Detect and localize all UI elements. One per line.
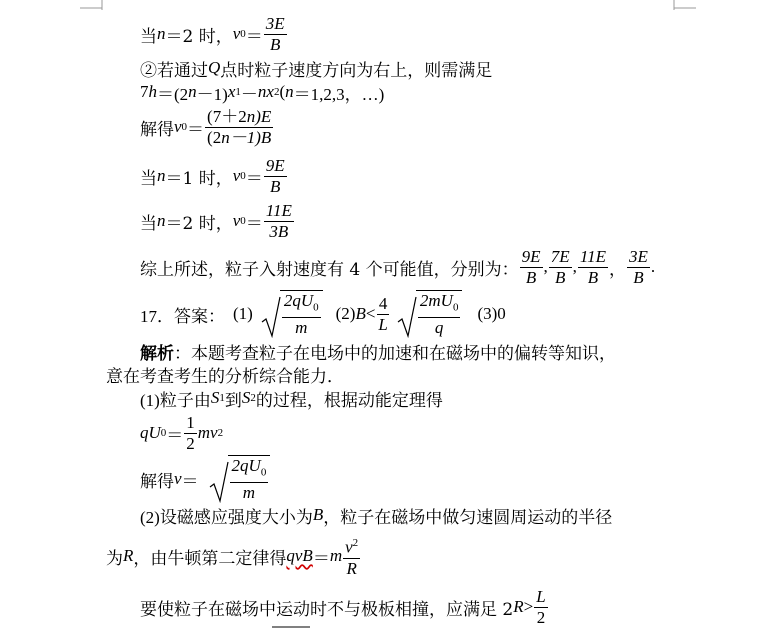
line-summary xyxy=(140,245,655,289)
subscript: 0 xyxy=(160,427,167,439)
numerator: 11E xyxy=(579,246,607,266)
subscript: 0 xyxy=(452,301,459,314)
analysis-label: 解析 xyxy=(140,343,174,364)
text: ＝2 时， xyxy=(165,26,233,47)
text: － xyxy=(240,84,258,104)
line-newton xyxy=(106,530,361,582)
denominator: B xyxy=(587,267,599,287)
subscript: 1 xyxy=(219,392,225,404)
equals: ＝ xyxy=(166,425,184,445)
denominator: B xyxy=(270,176,281,196)
sqrt-expression xyxy=(209,455,272,503)
denominator: B xyxy=(270,34,281,54)
radicand xyxy=(416,290,463,338)
fraction xyxy=(376,294,389,335)
var-v: v xyxy=(174,117,182,136)
denominator: R xyxy=(346,558,357,578)
numerator xyxy=(418,291,461,318)
radical-sign xyxy=(261,296,281,338)
text: ＝(2 xyxy=(157,84,189,104)
text: 到 xyxy=(224,390,242,411)
denominator: m xyxy=(242,483,256,503)
subscript: 2 xyxy=(273,86,280,98)
denominator: 3B xyxy=(269,221,289,241)
line-n2-v0 xyxy=(140,12,288,56)
equals: ＝ xyxy=(245,26,263,46)
line-analysis xyxy=(140,339,616,363)
equals: ＝ xyxy=(245,213,263,233)
line-part2 xyxy=(140,503,612,527)
denominator: 2 xyxy=(186,433,195,453)
text: 当 xyxy=(140,168,157,189)
var-q: Q xyxy=(208,58,221,77)
var-n: n xyxy=(157,166,166,185)
text: 解得 xyxy=(140,471,174,492)
equals: ＝ xyxy=(187,119,205,139)
answer-label: 答案： xyxy=(174,306,225,327)
fraction xyxy=(549,247,572,288)
equals: ＝ xyxy=(312,548,330,568)
fraction xyxy=(520,247,543,288)
subscript: 0 xyxy=(260,466,267,479)
question-number: 17． xyxy=(140,306,174,326)
text: －1) xyxy=(196,84,228,104)
denominator: m xyxy=(295,318,308,338)
text: qU xyxy=(140,423,161,442)
equals: ＝ xyxy=(245,168,263,188)
text: ＝2 时， xyxy=(165,213,233,234)
numerator: 3E xyxy=(265,13,285,33)
var-x: x xyxy=(227,82,236,101)
var-v: v xyxy=(174,469,182,488)
period: . xyxy=(650,257,656,276)
text: 要使粒子在磁场中运动时不与极板相撞，应满足 2 xyxy=(140,599,514,620)
text: ②若通过 xyxy=(140,60,208,81)
var-n: n xyxy=(157,211,166,230)
text: (2)设磁感应强度大小为 xyxy=(140,507,313,527)
subscript: 0 xyxy=(240,215,246,227)
numerator: 4 xyxy=(378,293,388,313)
text: ：本题考查粒子在电场中的加速和在磁场中的偏转等知识， xyxy=(174,343,616,364)
denominator xyxy=(205,128,273,148)
fraction xyxy=(264,14,287,55)
superscript: 2 xyxy=(217,427,224,439)
radical-sign-partial xyxy=(264,626,314,632)
line-n2-v0-second xyxy=(140,199,295,243)
text: 为 xyxy=(106,548,123,569)
var-x: x xyxy=(266,82,274,101)
denominator: 2 xyxy=(536,607,546,627)
subscript: 0 xyxy=(240,28,246,40)
separator: ， xyxy=(609,259,627,280)
radicand xyxy=(228,455,271,503)
var-n: n xyxy=(257,82,267,101)
fraction xyxy=(264,201,294,242)
fraction xyxy=(264,156,287,197)
subscript: 0 xyxy=(313,301,319,314)
var-n: n xyxy=(221,127,230,147)
separator: , xyxy=(543,257,548,276)
page-corner-mark-left xyxy=(80,0,104,12)
subscript: 2 xyxy=(250,392,256,404)
part-label: (1) xyxy=(233,304,253,323)
radical-sign xyxy=(209,461,229,503)
line-condition-radius xyxy=(140,584,549,630)
line-answer-17 xyxy=(140,291,506,337)
subscript: 0 xyxy=(181,121,188,133)
text: 意在考查考生的分析综合能力． xyxy=(106,366,344,387)
var-s: S xyxy=(210,388,220,407)
var-v: v xyxy=(232,166,241,185)
text: 当 xyxy=(140,26,157,47)
var-n: n xyxy=(157,24,166,43)
line-analysis-cont xyxy=(106,362,344,386)
text: 当 xyxy=(140,213,157,234)
part-label: (3)0 xyxy=(477,304,506,323)
radicand xyxy=(280,290,323,338)
numerator: 9E xyxy=(521,246,541,266)
numerator: 1 xyxy=(186,412,195,432)
line-solve-v xyxy=(140,455,273,503)
text: 2qU xyxy=(231,455,261,475)
var-v: v xyxy=(232,24,241,43)
text: 解得 xyxy=(140,119,174,140)
line-solve-v0 xyxy=(140,104,274,150)
text: ＝1 时， xyxy=(165,168,233,189)
sqrt-expression xyxy=(261,290,324,338)
denominator: L xyxy=(378,314,388,334)
subscript: 0 xyxy=(240,170,246,182)
text: ( xyxy=(279,82,286,101)
line-n1-v0 xyxy=(140,154,288,198)
text: ，由牛顿第二定律得 xyxy=(133,548,287,569)
numerator: 9E xyxy=(265,155,285,175)
var-b: B xyxy=(355,304,366,323)
numerator: 7E xyxy=(550,246,570,266)
var-b: B xyxy=(312,505,324,524)
sqrt-expression xyxy=(397,290,464,338)
text: 综上所述，粒子入射速度有 4 个可能值，分别为： xyxy=(140,259,519,280)
denominator: q xyxy=(434,318,444,338)
denominator: B xyxy=(555,267,566,287)
numerator xyxy=(230,456,269,483)
text: (1)粒子由 xyxy=(140,390,211,410)
numerator xyxy=(205,107,273,128)
numerator: L xyxy=(536,586,546,606)
var-h: h xyxy=(148,82,157,101)
text: ，粒子在磁场中做匀速圆周运动的半径 xyxy=(323,507,613,528)
denominator: B xyxy=(525,267,537,287)
numerator xyxy=(343,533,360,559)
fraction xyxy=(578,247,608,288)
var-r: R xyxy=(123,546,134,565)
fraction xyxy=(534,587,547,628)
separator: , xyxy=(572,257,577,276)
line-equation-7h xyxy=(140,80,384,104)
text: 点时粒子速度方向为右上，则需满足 xyxy=(220,60,493,81)
text: 2qU xyxy=(283,290,314,310)
text: 的过程，根据动能定理得 xyxy=(255,390,443,411)
qvb-expression: qvB xyxy=(286,546,313,565)
text: )E xyxy=(255,106,272,126)
text: 7 xyxy=(140,82,149,101)
var-m: m xyxy=(329,546,343,565)
var-n: n xyxy=(188,82,197,101)
numerator xyxy=(282,291,321,318)
equals: ＝ xyxy=(181,471,199,491)
fraction xyxy=(343,533,360,579)
radical-sign xyxy=(397,296,417,338)
superscript: 2 xyxy=(352,537,359,550)
line-condition-q xyxy=(140,56,492,80)
line-part1 xyxy=(140,386,443,410)
text: －1)B xyxy=(229,127,272,147)
text: mv xyxy=(197,423,218,442)
var-n: n xyxy=(285,82,294,101)
var-v: v xyxy=(232,211,241,230)
denominator: B xyxy=(633,267,644,287)
var-v: v xyxy=(345,537,353,557)
var-s: S xyxy=(241,388,251,407)
fraction xyxy=(205,107,273,148)
text: ＝1,2,3，…) xyxy=(293,84,385,104)
part-label: (2) xyxy=(335,304,356,323)
numerator: 3E xyxy=(629,246,648,266)
less-than: < xyxy=(365,304,376,323)
fraction xyxy=(627,247,650,288)
line-energy-equation xyxy=(140,410,223,456)
greater-than: > xyxy=(523,597,534,616)
var-n: n xyxy=(246,106,256,126)
text: (2 xyxy=(207,127,222,147)
var-r: R xyxy=(513,597,524,616)
text: (7＋2 xyxy=(207,106,247,126)
text: 2mU xyxy=(419,290,453,310)
page-corner-mark-right xyxy=(672,0,696,12)
subscript: 1 xyxy=(235,86,241,98)
fraction xyxy=(184,413,197,454)
numerator: 11E xyxy=(265,200,292,220)
